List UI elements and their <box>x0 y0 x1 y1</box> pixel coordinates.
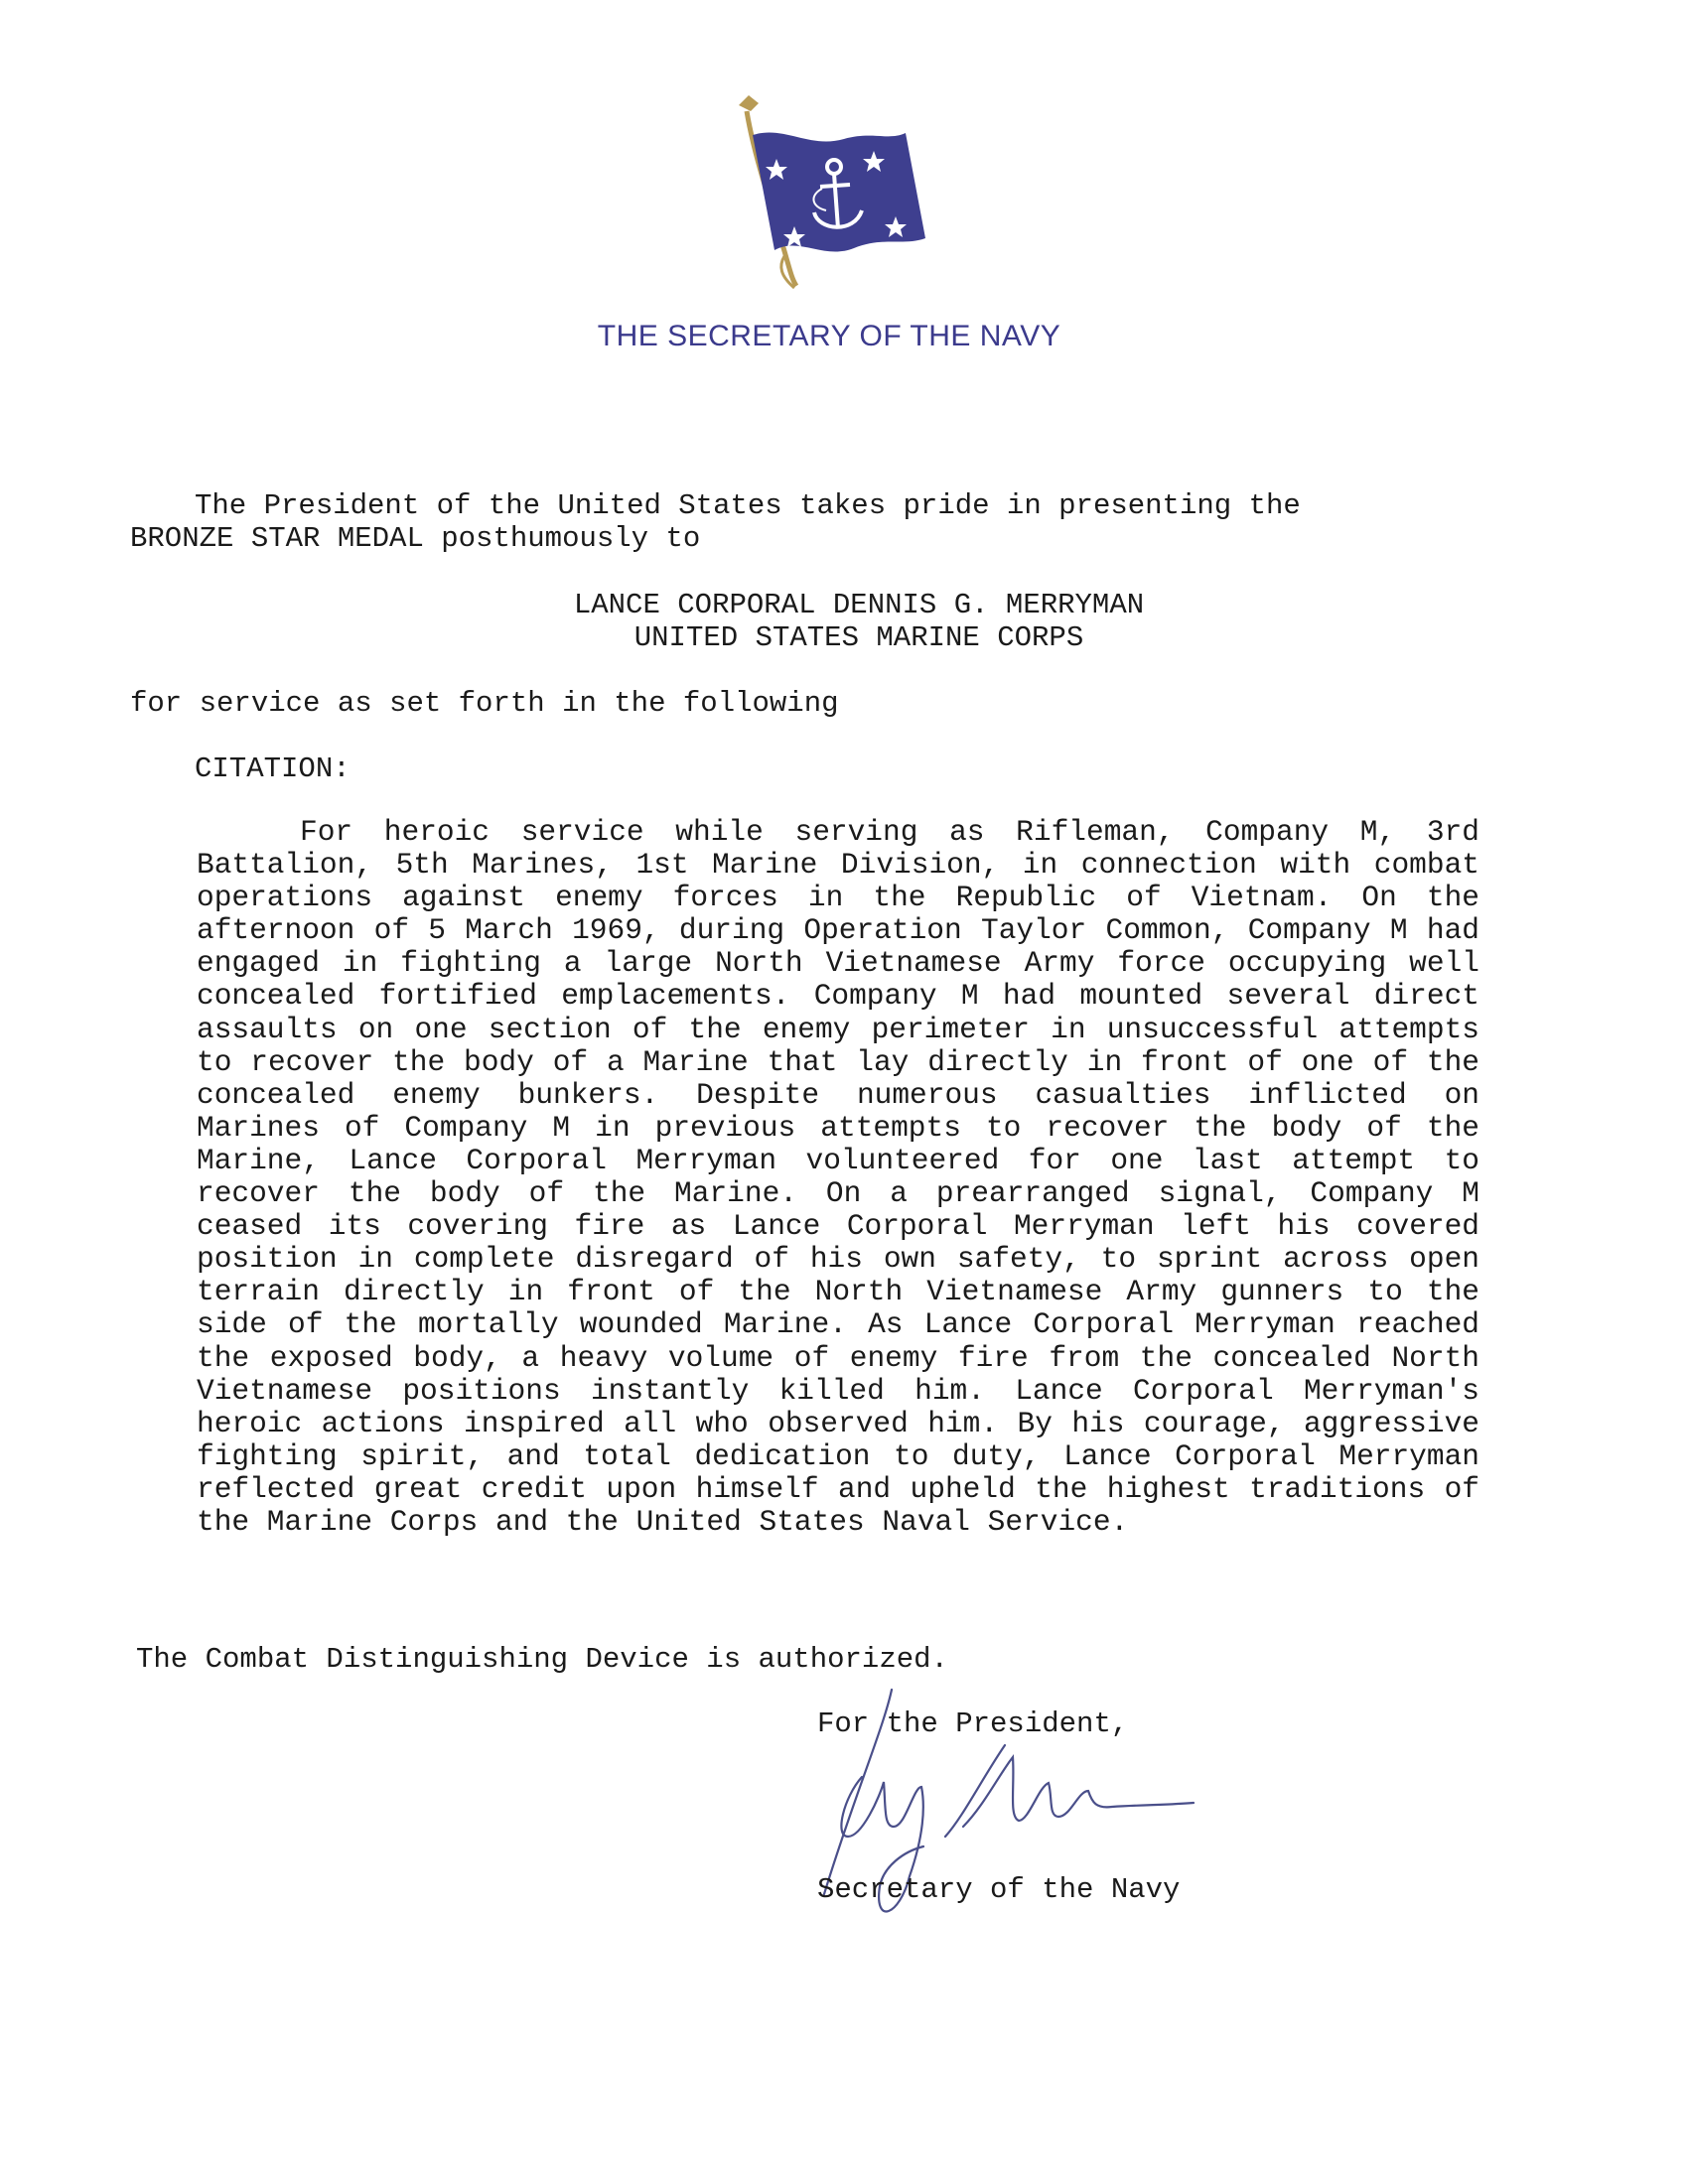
combat-device-line: The Combat Distinguishing Device is authorized. <box>136 1643 948 1676</box>
letterhead-title: THE SECRETARY OF THE NAVY <box>597 320 1061 352</box>
intro-line-2: BRONZE STAR MEDAL posthumously to <box>130 522 701 555</box>
recipient-name: LANCE CORPORAL DENNIS G. MERRYMAN <box>573 589 1145 621</box>
citation-paragraph <box>197 816 1479 1539</box>
intro-line-1: The President of the United States takes pride in presenting the <box>195 489 1301 522</box>
recipient-branch: UNITED STATES MARINE CORPS <box>633 621 1084 654</box>
for-the-president: For the President, <box>817 1707 1129 1740</box>
service-line: for service as set forth in the following <box>130 687 839 720</box>
citation-text: For heroic service while serving as Rifleman, Company M, 3rd Battalion, 5th Marines, 1st Marine Division, in connection with combat operations against enemy forces in the Republic of Vietnam. On the afternoon of 5 March 1969, during Operation Taylor Common, Company M had engaged in fighting a large North Vietnamese Army force occupying well concealed fortified emplacements. Company M had mounted several direct assaults on one section of the enemy perimeter in unsuccessful attempts to recover the body of a Marine that lay directly in front of one of the concealed enemy bunkers. Despite numerous casualties inflicted on Marines of Company M in previous attempts to recover the body of the Marine, Lance Corporal Merryman volunteered for one last attempt to recover the body of the Marine. On a prearranged signal, Company M ceased its covering fire as Lance Corporal Merryman left his covered position in complete disregard of his own safety, to sprint across open terrain directly in front of the North Vietnamese Army gunners to the side of the mortally wounded Marine. As Lance Corporal Merryman reached the exposed body, a heavy volume of enemy fire from the concealed North Vietnamese positions instantly killed him. Lance Corporal Merryman's heroic actions inspired all who observed him. By his courage, aggressive fighting spirit, and total dedication to duty, Lance Corporal Merryman reflected great credit upon himself and upheld the highest traditions of the Marine Corps and the United States Naval Service. <box>197 815 1479 1539</box>
navy-secretary-flag-icon <box>715 89 933 298</box>
citation-heading: CITATION: <box>195 752 351 785</box>
signer-title: Secretary of the Navy <box>817 1873 1181 1906</box>
